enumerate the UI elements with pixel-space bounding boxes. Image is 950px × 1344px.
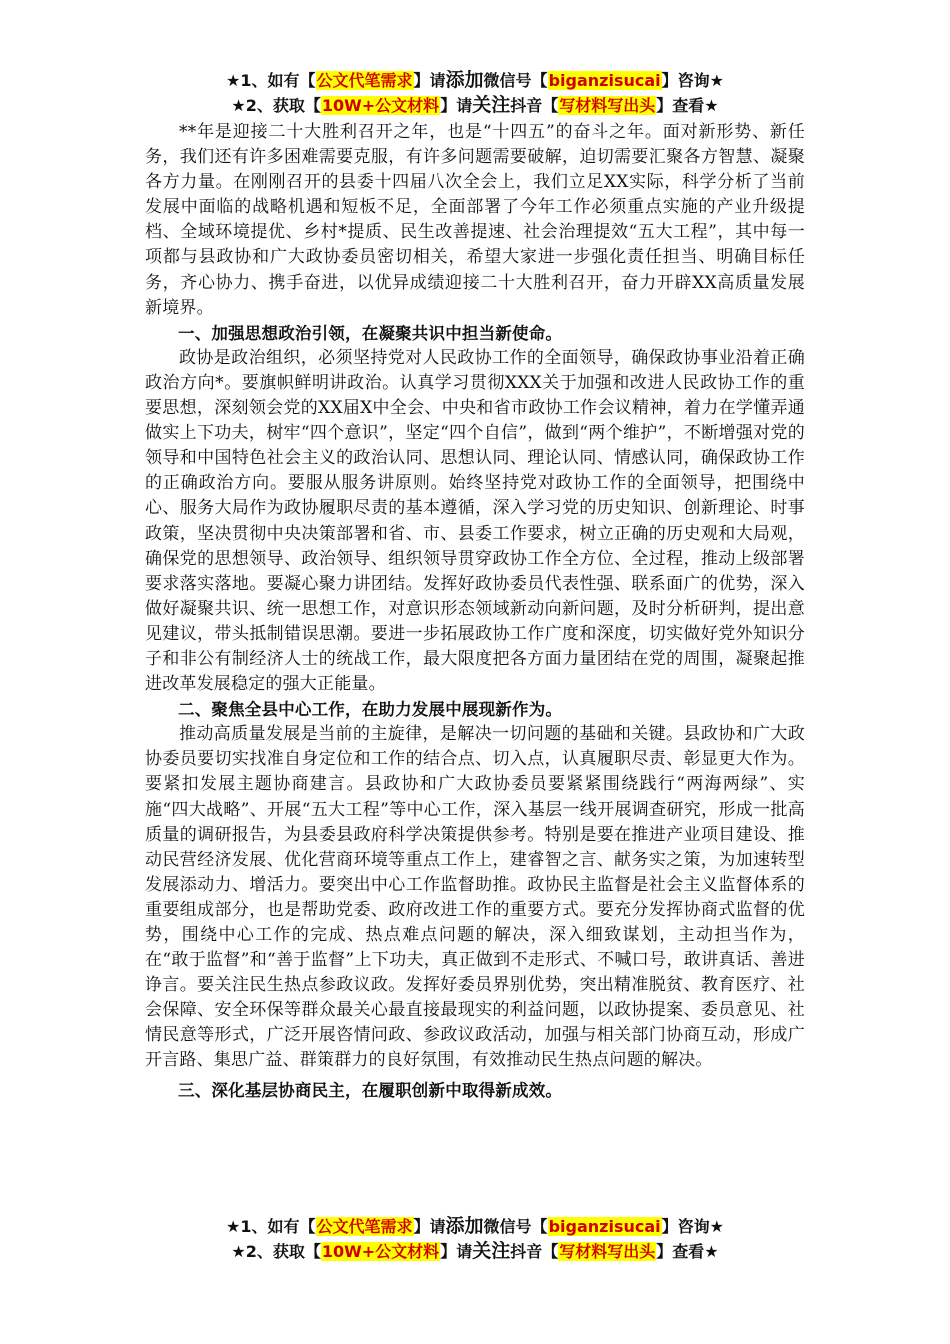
document-body	[145, 120, 805, 1103]
footer-banner	[0, 1214, 950, 1264]
banner-highlight: 写材料写出头	[559, 1242, 656, 1261]
banner-emphasis: 添加	[445, 69, 484, 91]
section-heading: 二、聚焦全县中心工作，在助力发展中展现新作为。	[178, 700, 563, 720]
section-heading: 三、深化基层协商民主，在履职创新中取得新成效。	[178, 1080, 563, 1100]
banner-highlight: 公文代笔需求	[316, 1217, 413, 1236]
banner-line-2	[0, 93, 950, 118]
banner-text: 微信号【	[483, 71, 548, 90]
banner-text: 】请	[413, 1217, 446, 1236]
banner-text: 】请	[413, 71, 446, 90]
banner-text: 】咨询★	[661, 71, 724, 90]
banner-emphasis: 关注	[472, 94, 511, 116]
banner-text: 】请	[440, 96, 473, 115]
banner-text: 】查看★	[656, 1242, 719, 1261]
banner-text: 抖音【	[510, 96, 559, 115]
banner-text: ★2、获取【	[231, 96, 321, 115]
banner-text: 】查看★	[656, 96, 719, 115]
banner-text: 抖音【	[510, 1242, 559, 1261]
header-banner	[0, 68, 950, 118]
banner-text: ★1、如有【	[226, 71, 316, 90]
banner-highlight: biganzisucai	[548, 1217, 661, 1236]
banner-highlight: 写材料写出头	[559, 96, 656, 115]
banner-highlight: biganzisucai	[548, 71, 661, 90]
banner-text: 微信号【	[483, 1217, 548, 1236]
banner-emphasis: 关注	[472, 1240, 511, 1262]
banner-line-1	[0, 68, 950, 93]
banner-line-1	[0, 1214, 950, 1239]
banner-highlight: 10W+公文材料	[321, 96, 440, 115]
body-paragraph: **年是迎接二十大胜利召开之年，也是“十四五”的奋斗之年。面对新形势、新任务，我们还有许多困难需要克服，有许多问题需要破解，迫切需要汇聚各方智慧、凝聚各方力量。在刚刚召开的县委十四届八次全会上，我们立足XX实际，科学分析了当前发展中面临的战略机遇和短板不足，全面部署了今年工作必须重点实施的产业升级提档、全域环境提优、乡村*提质、民生改善提速、社会治理提效“五大工程”，其中每一项都与县政协和广大政协委员密切相关，希望大家进一步强化责任担当、明确目标任务，齐心协力、携手奋进，以优异成绩迎接二十大胜利召开，奋力开辟XX高质量发展新境界。	[145, 122, 805, 318]
banner-highlight: 10W+公文材料	[321, 1242, 440, 1261]
section-heading: 一、加强思想政治引领，在凝聚共识中担当新使命。	[178, 323, 563, 343]
banner-emphasis: 添加	[445, 1215, 484, 1237]
body-paragraph: 政协是政治组织，必须坚持党对人民政协工作的全面领导，确保政协事业沿着正确政治方向*。要旗帜鲜明讲政治。认真学习贯彻XXX关于加强和改进人民政协工作的重要思想，深刻领会党的XX届X中全会、中央和省市政协工作会议精神，着力在学懂弄通做实上下功夫，树牢“四个意识”，坚定“四个自信”，做到“两个维护”，不断增强对党的领导和中国特色社会主义的政治认同、思想认同、理论认同、情感认同，确保政协工作的正确政治方向。要服从服务讲原则。始终坚持党对政协工作的全面领导，把围绕中心、服务大局作为政协履职尽责的基本遵循，深入学习党的历史知识、创新理论、时事政策，坚决贯彻中央决策部署和省、市、县委工作要求，树立正确的历史观和大局观，确保党的思想领导、政治领导、组织领导贯穿政协工作全方位、全过程，推动上级部署要求落实落地。要凝心聚力讲团结。发挥好政协委员代表性强、联系面广的优势，深入做好凝聚共识、统一思想工作，对意识形态领域新动向新问题，及时分析研判，提出意见建议，带头抵制错误思潮。要进一步拓展政协工作广度和深度，切实做好党外知识分子和非公有制经济人士的统战工作，最大限度把各方面力量团结在党的周围，凝聚起推进改革发展稳定的强大正能量。	[145, 347, 805, 695]
banner-line-2	[0, 1239, 950, 1264]
banner-text: 】咨询★	[661, 1217, 724, 1236]
banner-text: ★1、如有【	[226, 1217, 316, 1236]
body-paragraph: 推动高质量发展是当前的主旋律，是解决一切问题的基础和关键。县政协和广大政协委员要切实找准自身定位和工作的结合点、切入点，认真履职尽责、彰显更大作为。要紧扣发展主题协商建言。县政协和广大政协委员要紧紧围绕践行“两海两绿”、实施“四大战略”、开展“五大工程”等中心工作，深入基层一线开展调查研究，形成一批高质量的调研报告，为县委县政府科学决策提供参考。特别是要在推进产业项目建设、推动民营经济发展、优化营商环境等重点工作上，建睿智之言、献务实之策，为加速转型发展添动力、增活力。要突出中心工作监督助推。政协民主监督是社会主义监督体系的重要组成部分，也是帮助党委、政府改进工作的重要方式。要充分发挥协商式监督的优势，围绕中心工作的完成、热点难点问题的解决，深入细致谋划，主动担当作为，在“敢于监督”和“善于监督”上下功夫，真正做到不走形式、不喊口号，敢讲真话、善进诤言。要关注民生热点参政议政。发挥好委员界别优势，突出精准脱贫、教育医疗、社会保障、安全环保等群众最关心最直接最现实的利益问题，以政协提案、委员意见、社情民意等形式，广泛开展咨情问政、参政议政活动，加强与相关部门协商互动，形成广开言路、集思广益、群策群力的良好氛围，有效推动民生热点问题的解决。	[145, 724, 805, 1071]
banner-text: 】请	[440, 1242, 473, 1261]
banner-highlight: 公文代笔需求	[316, 71, 413, 90]
banner-text: ★2、获取【	[231, 1242, 321, 1261]
